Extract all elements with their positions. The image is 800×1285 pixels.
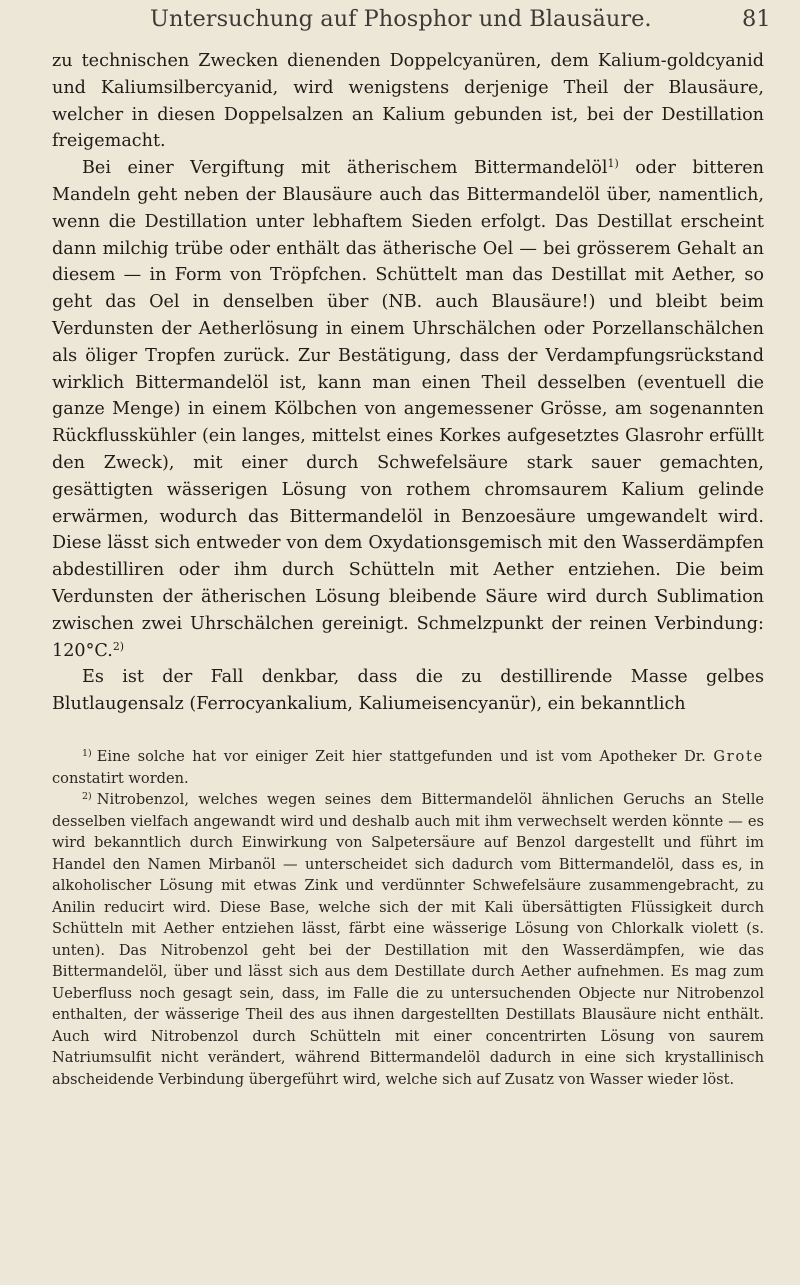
paragraph-2-text-b: oder bitteren Mandeln geht neben der Blausäure auch das Bittermandelöl über, namentlich, wenn die Destillation unter lebhaftem Sieden erfolgt. Das Destillat erscheint dann milchig trübe oder enthält das ätherische Oel — bei grösserem Gehalt an diesem — in Form von Tröpfchen. Schüttelt man das Destillat mit Aether, so geht das Oel in denselben über (NB. auch Blausäure!) und bleibt beim Verdunsten der Aetherlösung in einem Uhrschälchen oder Porzellanschälchen als öliger Tropfen zurück. Zur Bestätigung, dass der Verdampfungsrückstand wirklich Bittermandelöl ist, kann man einen Theil desselben (eventuell die ganze Menge) in einem Kölbchen von angemessener Grösse, am sogenannten Rückflusskühler (ein langes, mittelst eines Korkes aufgesetztes Glasrohr erfüllt den Zweck), mit einer durch Schwefelsäure stark sauer gemachten, gesättigten wässerigen Lösung von rothem chromsaurem Kalium gelinde erwärmen, wodurch das Bittermandelöl in Benzoesäure umgewandelt wird. Diese lässt sich entweder von dem Oxydationsgemisch mit den Wasserdämpfen abdestilliren oder ihm durch Schütteln mit Aether entziehen. Die beim Verdunsten der ätherischen Lösung bleibende Säure wird durch Sublimation zwischen zwei Uhrschälchen gereinigt. Schmelzpunkt der reinen Verbindung: 120°C. [52, 158, 764, 661]
footnote-2-mark: 2) [82, 791, 92, 803]
footnote-2 [52, 789, 764, 1090]
footnote-ref-1: 1) [607, 157, 619, 171]
footnote-1-mark: 1) [82, 748, 92, 760]
footnotes [52, 746, 764, 1090]
paragraph-2-text-a: Bei einer Vergiftung mit ätherischem Bittermandelöl [82, 158, 608, 179]
footnote-1-text-b: constatirt worden. [52, 769, 189, 787]
page-header [0, 6, 800, 42]
paragraph-2 [52, 155, 764, 664]
paragraph-3: Es ist der Fall denkbar, dass die zu destillirende Masse gelbes Blutlaugensalz (Ferrocyankalium, Kaliumeisencyanür), ein bekanntlich [52, 667, 764, 715]
running-head: Untersuchung auf Phosphor und Blausäure. [150, 6, 652, 32]
page-number: 81 [742, 6, 771, 32]
footnote-1-name: Grote [713, 748, 764, 765]
paragraph-1: zu technischen Zwecken dienenden Doppelcyanüren, dem Kalium-goldcyanid und Kaliumsilbercyanid, wird wenigstens derjenige Theil der Blausäure, welcher in diesen Doppelsalzen an Kalium gebunden ist, bei der Destillation freigemacht. [52, 51, 764, 152]
footnote-1 [52, 746, 764, 789]
main-text [52, 48, 764, 718]
footnote-2-text: Nitrobenzol, welches wegen seines dem Bittermandelöl ähnlichen Geruchs an Stelle desselben vielfach angewandt wird und deshalb auch mit ihm verwechselt werden könnte — es wird bekanntlich durch Einwirkung von Salpetersäure auf Benzol dargestellt und führt im Handel den Namen Mirbanöl — unterscheidet sich dadurch vom Bittermandelöl, dass es, in alkoholischer Lösung mit etwas Zink und verdünnter Schwefelsäure zusammengebracht, zu Anilin reducirt wird. Diese Base, welche sich der mit Kali übersättigten Flüssigkeit durch Schütteln mit Aether entziehen lässt, färbt eine wässerige Lösung von Chlorkalk violett (s. unten). Das Nitrobenzol geht bei der Destillation mit den Wasserdämpfen, wie das Bittermandelöl, über und lässt sich aus dem Destillate durch Aether aufnehmen. Es mag zum Ueberfluss noch gesagt sein, dass, im Falle die zu untersuchenden Objecte nur Nitrobenzol enthalten, der wässerige Theil des aus ihnen dargestellten Destillats Blausäure nicht enthält. Auch wird Nitrobenzol durch Schütteln mit einer concentrirten Lösung von saurem Natriumsulfit nicht verändert, während Bittermandelöl dadurch in eine sich krystallinisch abscheidende Verbindung übergeführt wird, welche sich auf Zusatz von Wasser wieder löst. [52, 791, 764, 1088]
footnote-ref-2: 2) [112, 639, 125, 653]
footnote-1-text-a: Eine solche hat vor einiger Zeit hier stattgefunden und ist vom Apotheker Dr. [96, 748, 714, 765]
